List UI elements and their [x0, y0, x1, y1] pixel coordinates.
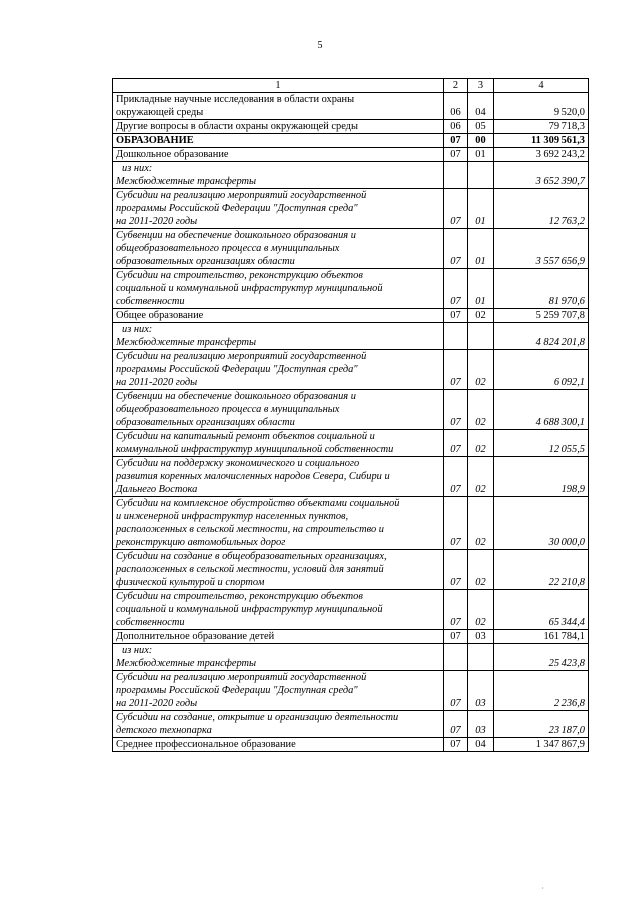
table-row: [113, 350, 589, 390]
row-section-code: 07: [444, 550, 468, 590]
row-name: Субсидии на создание в общеобразовательных организациях, расположенных в сельской местности, условий для занятий физической культурой и спортом: [116, 551, 387, 588]
table-row: [113, 309, 589, 323]
row-section-code: 07: [444, 457, 468, 497]
row-subsection-code: 02: [468, 309, 494, 323]
row-amount: 12 055,5: [494, 430, 589, 457]
table-row: [113, 738, 589, 752]
row-name-cell: [113, 671, 444, 711]
row-name: Субсидии на строительство, реконструкцию объектов социальной и коммунальной инфраструктур муниципальной собственности: [116, 270, 383, 307]
row-subsection-code: 02: [468, 390, 494, 430]
row-subsection-code: 05: [468, 120, 494, 134]
row-section-code: 07: [444, 430, 468, 457]
row-section-code: 07: [444, 630, 468, 644]
row-name: Субсидии на создание, открытие и организацию деятельности детского технопарка: [116, 712, 399, 736]
row-name-cell: [113, 497, 444, 550]
table-row: [113, 430, 589, 457]
table-row: [113, 269, 589, 309]
row-section-code: 06: [444, 93, 468, 120]
header-section: 2: [444, 79, 468, 93]
row-amount: 3 692 243,2: [494, 148, 589, 162]
row-subsection-code: 04: [468, 93, 494, 120]
table-row: [113, 630, 589, 644]
row-subsection-code: 01: [468, 229, 494, 269]
row-subsection-code: 01: [468, 148, 494, 162]
row-amount: 3 652 390,7: [494, 162, 589, 189]
table-row: [113, 590, 589, 630]
row-name-cell: [113, 229, 444, 269]
row-amount: 25 423,8: [494, 644, 589, 671]
row-subsection-code: 01: [468, 269, 494, 309]
table-row: [113, 711, 589, 738]
row-subsection-code: 02: [468, 457, 494, 497]
row-subsection-code: 03: [468, 711, 494, 738]
row-name-cell: [113, 134, 444, 148]
row-section-code: 07: [444, 390, 468, 430]
table-row: [113, 93, 589, 120]
row-name: Прикладные научные исследования в области охраны окружающей среды: [116, 94, 355, 118]
row-amount: 3 557 656,9: [494, 229, 589, 269]
row-subsection-code: 02: [468, 550, 494, 590]
row-section-code: [444, 323, 468, 350]
row-name-cell: [113, 630, 444, 644]
row-amount: 30 000,0: [494, 497, 589, 550]
row-name-cell: [113, 644, 444, 671]
row-name-cell: [113, 457, 444, 497]
table-row: [113, 229, 589, 269]
row-name: Субсидии на реализацию мероприятий государственной программы Российской Федерации "Доступная среда" на 2011-2020 годы: [116, 351, 367, 388]
row-name: Субвенции на обеспечение дошкольного образования и общеобразовательного процесса в муниципальных образовательных организациях области: [116, 391, 356, 428]
row-amount: 5 259 707,8: [494, 309, 589, 323]
table-row: [113, 497, 589, 550]
table-row: [113, 120, 589, 134]
row-section-code: 07: [444, 738, 468, 752]
row-name-cell: [113, 93, 444, 120]
row-name-cell: [113, 430, 444, 457]
row-name-cell: [113, 390, 444, 430]
row-subsection-code: 03: [468, 630, 494, 644]
row-amount: 79 718,3: [494, 120, 589, 134]
row-amount: 6 092,1: [494, 350, 589, 390]
row-section-code: 07: [444, 189, 468, 229]
table-row: [113, 148, 589, 162]
budget-table: [112, 78, 589, 752]
row-amount: 22 210,8: [494, 550, 589, 590]
row-name-cell: [113, 148, 444, 162]
row-section-code: 07: [444, 229, 468, 269]
row-section-code: 07: [444, 497, 468, 550]
row-name: из них: Межбюджетные трансферты: [116, 324, 257, 348]
row-section-code: 07: [444, 671, 468, 711]
row-subsection-code: 00: [468, 134, 494, 148]
row-amount: 198,9: [494, 457, 589, 497]
row-section-code: 07: [444, 134, 468, 148]
row-name: ОБРАЗОВАНИЕ: [116, 135, 194, 146]
table-row: [113, 189, 589, 229]
table-body: [113, 93, 589, 752]
row-subsection-code: 02: [468, 497, 494, 550]
row-name: Дополнительное образование детей: [116, 631, 275, 642]
header-amount: 4: [494, 79, 589, 93]
row-section-code: [444, 644, 468, 671]
row-section-code: 07: [444, 350, 468, 390]
row-amount: 12 763,2: [494, 189, 589, 229]
row-amount: 81 970,6: [494, 269, 589, 309]
table-row: [113, 671, 589, 711]
row-name: Субсидии на комплексное обустройство объектами социальной и инженерной инфраструктур населенных пунктов, расположенных в сельской местности, на строительство и реконструкцию автомобильных дорог: [116, 498, 400, 548]
row-name-cell: [113, 550, 444, 590]
row-subsection-code: 02: [468, 590, 494, 630]
row-name-cell: [113, 120, 444, 134]
row-name: Субсидии на капитальный ремонт объектов социальной и коммунальной инфраструктур муниципальной собственности: [116, 431, 394, 455]
row-section-code: 07: [444, 711, 468, 738]
row-section-code: 07: [444, 309, 468, 323]
row-amount: 4 824 201,8: [494, 323, 589, 350]
row-name: Общее образование: [116, 310, 204, 321]
row-name-cell: [113, 309, 444, 323]
page-number: 5: [317, 40, 323, 51]
table-row: [113, 323, 589, 350]
row-subsection-code: [468, 644, 494, 671]
row-subsection-code: 03: [468, 671, 494, 711]
row-amount: 4 688 300,1: [494, 390, 589, 430]
table-row: [113, 162, 589, 189]
row-name-cell: [113, 189, 444, 229]
row-amount: 1 347 867,9: [494, 738, 589, 752]
table-header-row: [113, 79, 589, 93]
row-name: Субсидии на строительство, реконструкцию объектов социальной и коммунальной инфраструктур муниципальной собственности: [116, 591, 383, 628]
table-row: [113, 550, 589, 590]
row-name: Среднее профессиональное образование: [116, 739, 296, 750]
row-name: из них: Межбюджетные трансферты: [116, 645, 257, 669]
row-amount: 23 187,0: [494, 711, 589, 738]
row-name: Дошкольное образование: [116, 149, 229, 160]
row-section-code: [444, 162, 468, 189]
header-name: 1: [113, 79, 444, 93]
table-row: [113, 390, 589, 430]
row-name-cell: [113, 162, 444, 189]
row-name: Субвенции на обеспечение дошкольного образования и общеобразовательного процесса в муниципальных образовательных организациях области: [116, 230, 356, 267]
row-name: из них: Межбюджетные трансферты: [116, 163, 257, 187]
row-section-code: 07: [444, 269, 468, 309]
row-name-cell: [113, 269, 444, 309]
row-name: Другие вопросы в области охраны окружающей среды: [116, 121, 358, 132]
row-amount: 65 344,4: [494, 590, 589, 630]
row-name: Субсидии на поддержку экономического и социального развития коренных малочисленных народов Севера, Сибири и Дальнего Востока: [116, 458, 390, 495]
row-section-code: 06: [444, 120, 468, 134]
row-amount: 9 520,0: [494, 93, 589, 120]
row-amount: 11 309 561,3: [494, 134, 589, 148]
table-row: [113, 457, 589, 497]
row-name: Субсидии на реализацию мероприятий государственной программы Российской Федерации "Доступная среда" на 2011-2020 годы: [116, 672, 367, 709]
row-subsection-code: 02: [468, 350, 494, 390]
header-subsection: 3: [468, 79, 494, 93]
row-name-cell: [113, 711, 444, 738]
row-subsection-code: [468, 323, 494, 350]
row-subsection-code: 02: [468, 430, 494, 457]
row-name-cell: [113, 738, 444, 752]
table-row: [113, 134, 589, 148]
row-section-code: 07: [444, 590, 468, 630]
row-amount: 161 784,1: [494, 630, 589, 644]
row-name-cell: [113, 350, 444, 390]
row-name-cell: [113, 590, 444, 630]
row-section-code: 07: [444, 148, 468, 162]
row-name-cell: [113, 323, 444, 350]
table-row: [113, 644, 589, 671]
scan-mark: ·: [541, 884, 544, 893]
row-name: Субсидии на реализацию мероприятий государственной программы Российской Федерации "Доступная среда" на 2011-2020 годы: [116, 190, 367, 227]
row-subsection-code: [468, 162, 494, 189]
row-subsection-code: 04: [468, 738, 494, 752]
row-subsection-code: 01: [468, 189, 494, 229]
row-amount: 2 236,8: [494, 671, 589, 711]
